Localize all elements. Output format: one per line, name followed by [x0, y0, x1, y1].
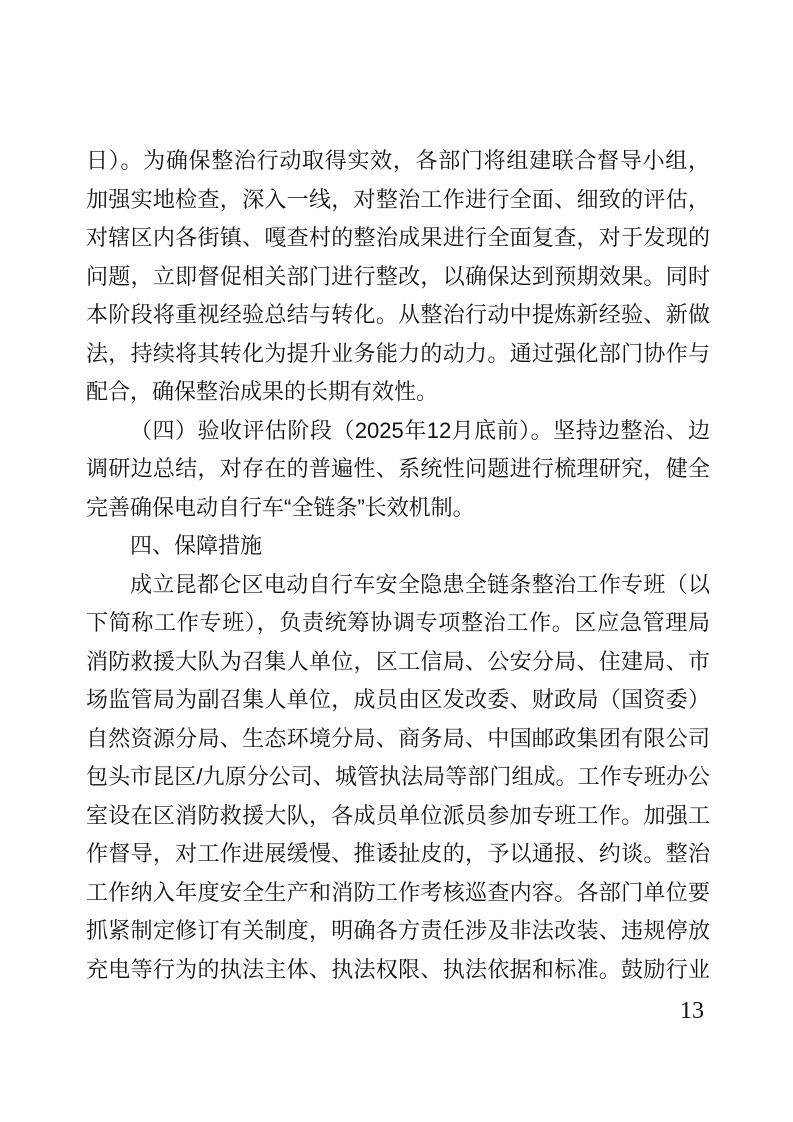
text-line: 充电等行为的执法主体、执法权限、执法依据和标准。鼓励行业: [86, 956, 710, 982]
text-line: 场监管局为副召集人单位，成员由区发改委、财政局（国资委）: [86, 687, 710, 712]
text-line: 加强实地检查，深入一线，对整治工作进行全面、细致的评估，: [86, 186, 710, 212]
page-number: 13: [680, 998, 704, 1024]
text-line: 包头市昆区/九原分公司、城管执法局等部门组成。工作专班办公: [86, 764, 710, 789]
text-line: 完善确保电动自行车“全链条”长效机制。: [86, 494, 475, 520]
text-line: 下简称工作专班），负责统筹协调专项整治工作。区应急管理局: [86, 610, 710, 635]
text-line: 对辖区内各街镇、嘎查村的整治成果进行全面复查，对于发现的: [86, 225, 710, 250]
text-line: 配合，确保整治成果的长期有效性。: [86, 379, 439, 404]
text-line: 问题，立即督促相关部门进行整改，以确保达到预期效果。同时: [86, 263, 710, 289]
text-line: 成立昆都仑区电动自行车安全隐患全链条整治工作专班（以: [130, 571, 710, 597]
text-line: 室设在区消防救援大队，各成员单位派员参加专班工作。加强工: [86, 802, 710, 828]
text-line: 调研边总结，对存在的普遍性、系统性问题进行梳理研究，健全: [86, 456, 710, 481]
text-line: 工作纳入年度安全生产和消防工作考核巡查内容。各部门单位要: [86, 879, 710, 905]
section-heading: 四、保障措施: [130, 533, 263, 558]
text-line: 本阶段将重视经验总结与转化。从整治行动中提炼新经验、新做: [86, 302, 710, 327]
text-line: 作督导，对工作进展缓慢、推诿扯皮的，予以通报、约谈。整治: [86, 841, 710, 866]
text-line: 自然资源分局、生态环境分局、商务局、中国邮政集团有限公司: [86, 725, 710, 751]
text-line: 法，持续将其转化为提升业务能力的动力。通过强化部门协作与: [86, 340, 710, 366]
text-line: 抓紧制定修订有关制度，明确各方责任涉及非法改装、违规停放: [86, 918, 710, 943]
text-line: （四）验收评估阶段（2025年12月底前）。坚持边整治、边: [130, 417, 710, 443]
text-line: 日）。为确保整治行动取得实效，各部门将组建联合督导小组，: [86, 148, 710, 173]
text-line: 消防救援大队为召集人单位，区工信局、公安分局、住建局、市: [86, 648, 710, 674]
document-body: [86, 142, 710, 989]
